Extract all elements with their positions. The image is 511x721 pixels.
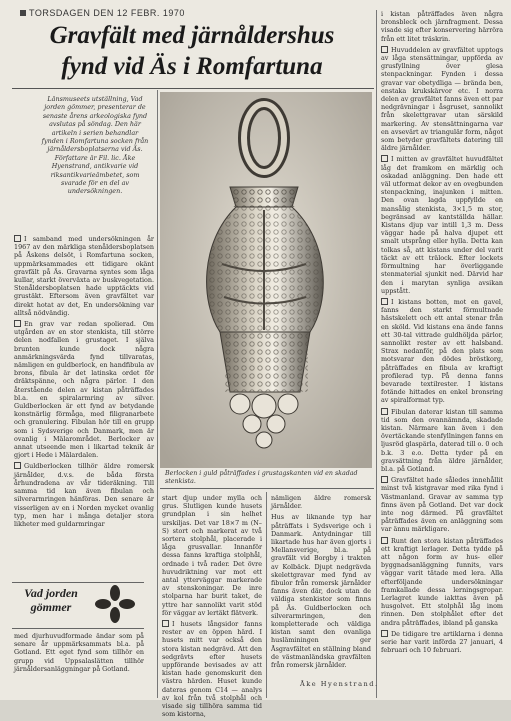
middle-right-paragraph-2: Hus av liknande typ har påträffats i Sydsverige och i Danmark. Antydningar till likartade hus har även gjorts i Mellansverige, bl.a. på gravfält vid Borgby i trakten av Kolbäck. Djupt nedgrävda skelettgravar med fynd av fibulor från romersk järnålder fanns även där, dock utan de väldiga stenkistor som finns på Äs. Guldberlocken och silverarmringen, den kompletterade och väldiga kistan samt den ovanliga husläminingen ger Åsgravfältet en ställning bland de västmanländska gravfälten från romersk järnålder. [271,513,371,670]
right-paragraph-6: Gravfältet hade således innehållit minst två kistgravar med rika fynd i Västmanland. Gravar av samma typ finns även på Gotland. Det var dock inte nog därmed. På gravfältet påträffades även en anläggning som var ännu märkligare. [381,476,503,534]
gold-pendant-image [160,92,372,468]
dateline-text: TORSDAGEN DEN 12 FEBR. 1970 [29,8,185,18]
right-footer-note: De tidigare tre artiklarna i denna serie har varit införda 27 januari, 4 februari och 10 februari. [381,629,503,655]
paragraph-marker-icon [381,476,388,483]
column-rule-2 [376,10,377,698]
right-paragraph-2: Huvuddelen av gravfältet upptogs av låga stensättningar, uppförda av grusfyllning över glesa stenpackningar. Fynden i dessa gravar var obetydliga — brända ben, enstaka krukskärvor etc. I norra delen av gravfältet fanns även ett par nedgrävningar i åsgruset, sannolikt från skelettgravar utan särskild markering. Av stensättningarna var en avsevärt av triangulär form, något som betyder gravfältets datering till äldre järnålder. [381,45,504,153]
right-paragraph-4: I kistans botten, mot en gavel, fanns den starkt förmultnade hästskelett och ett antal stenar från en sköld. Vid kistans ena ände fanns ett 30-tal vittrade guldhöljda pärlor, sannolikt rester av ett halsband. Strax nedanför, på den plats som motsvarar den dödes bröstkorg, påträffades en fibula av kraftigt profilerad typ. På denna fanns bevarade textilrester. I kistans fotände hittades en enkel bronsring av spiralformat typ. [381,297,503,405]
paragraph-marker-icon [14,235,21,242]
left-paragraph-1: I samband med undersökningen år 1967 av den märkliga stenåldersboplatsen på Åskens delsöt, i Romfartuna socken, uppmärksammades ett tidigare okänt gravfält på Äs. Gravarna syntes som låga kullar, starkt överväxta av buskvegetation. Stenåldersboplatsen hade upptäckts vid grustäkt. Eftersom även gravfältet var direkt hotat av det, En undersökning var alltså nödvändig. [14,235,154,317]
left-paragraph-2: En grav var redan spolierad. Om utgården av en stor stenkista, till större delen nodfallen i grustaget. I själva brunten kunde dock några anmärkningsvärda fynd tillvaratas, nämligen en guldberlock, en handfibula av brons, fibula är det latinska ordet för dräktspänne, och några pärlor. I den återstående delen av kistan påträffades bl.a. en spiralarmring av silver. Guldberlocken är ett fynd av betydande konstnärlig förmåga, med filigranarbete och granulering. Fibulan hör till en grupp som i Sydsverige och Danmark, men är ovanlig i Mälarområdet. Berlocker av annat utseende men i likartad teknik är gjort i Hede i Mälardalen. [14,320,154,460]
column-rule-1 [157,90,158,698]
middle-right-paragraph-1: nämligen äldre romersk järnålder. [271,494,371,511]
headline [12,20,372,82]
dateline [20,8,380,18]
pendant-photo [160,92,372,468]
paragraph-marker-icon [381,537,388,544]
author-signature: Åke Hyenstrand. [300,680,379,688]
middle-left-paragraph-2: I husets långsidor fanns rester av en öppen härd. I husets mitt var också den stora kistan nedgrävd. Att den sedgrävts efter husets uppförande bevisades av att kistan hade genomskurit den västra härden. Huset kunde dateras genom C14 — analys av kol från två stolphål och visade sig tillhöra samma tid som kistorna, [162,620,262,719]
caption-rule [160,488,374,489]
paragraph-marker-icon [14,462,21,469]
headline-line-1: Gravfält med järnåldershus [49,22,335,49]
paragraph-marker-icon [381,298,388,305]
series-heading: Vad jorden gömmer [24,586,78,614]
right-paragraph-5: Fibulan daterar kistan till samma tid som den ovannämnda, skadade kistan. Närmare kan även i den övertäckande stenfyllningen fanns en ljusröd glaspärla, daterad till o. 0 och b.k. 3 e.o. Detta tyder på en gravsättning från äldre järnålder, bl.a. på Gotland. [381,407,503,473]
paragraph-marker-icon [14,320,21,327]
column-rule-3 [266,492,267,698]
paragraph-marker-icon [381,155,388,162]
headline-rule [12,88,374,89]
headline-line-2: fynd vid Äs i Romfartuna [61,53,323,80]
photo-caption: Berlocken i guld påträffades i grustagskanten vid en skadad stenkista. [165,470,358,485]
right-column [381,10,503,657]
leaf-cross-icon [92,584,138,624]
dateline-marker [20,10,26,16]
left-paragraph-3: Guldberlocken tillhör äldre romersk järnålder, d.v.s. de båda första århundradena av vår tideräkning. Till samma tid kan även fibulan och silverarmringen hänföras. Den senare är visserligen av en i Norden mycket ovanlig typ, men har i många detaljer stora likheter med guldarmringar [14,462,154,528]
right-paragraph-7: Runt den stora kistan påträffades ett kraftigt lerlager. Detta tydde på att någon form av hus- eller byggnadsanläggning funnits, vars väggar varit tätade med lera. Alla efterföljande undersökningar framkallade dessa lerningsgropar. Lerlagret kunde iakttas även på husgolvet. Ett stolphål låg inom rinnen. Den stolphålet efter det andra påträffades, ibland på ganska [381,536,503,627]
paragraph-marker-icon [162,620,169,627]
right-paragraph-3: I mitten av gravfältet huvudfältet låg det framkom en märklig och oskadad anläggning. Den hade ett väl utformat dekor av en ovegbunden stenpackning, inajunken i mitten. Den ovan lagda uppfyllde en mansålig stenkista, 3×1,5 m stor, begränsad av kantställda hällar. Kistans djup var intill 1,3 m. Dess väggar hade på halva djupet ett smalt utsprång eller hylla. Detta kan tolkas så, att kistans under del varit täckt av ett trälock. Efter lockets förmultning har överliggande stenmaterial sjunkit ned. Därvid har den i marytan synliga avsikan uppstått. [381,155,503,295]
intro-paragraph: Länsmuseets utställning, Vad jorden gömmer, presenterar de senaste årens arkeologiska fynd avslutas på söndag. Den här artikeln i serien behandlar fynden i Romfartuna socken från järnåldersboplatserna vid Äs. Författare är Fil. lic. Åke Hyenstrand, antikvarie vid riksantikvarieämbetet, som svarade för en del av undersökningen. [41,95,149,196]
left-column [14,235,154,531]
paragraph-marker-icon [381,630,388,637]
middle-left-column [162,494,262,721]
paragraph-marker-icon [381,408,388,415]
middle-left-paragraph-1: start djup under mylla och grus. Slutligen kunde husets grundplan i sin helhet urskiljas. Det var 18×7 m (N–S) stort och markerat av två sortera stolphål, placerade i låga grusvallar. Innanför dessa fanns kraftiga stolphål, ordnade i två rader. Det övre huvudriktning var mot ett antal ytterväggar markerade av stenskoningar. De inre stolparna har burit taket, de yttre har sannolikt varit stöd för väggar av lertäkt flätverk. [162,494,262,617]
series-box-text: med djurhuvudformade ändar som på senare år uppmärksammats bl.a. på Gotland. Ett eget fynd som tillhör en grupp vid Uppsalaslätten tillhör järnåldersanläggningar på Gotland. [14,632,144,673]
paragraph-marker-icon [381,46,388,53]
middle-right-column [271,494,371,672]
right-paragraph-1: i kistan påträffades även några bronsbleck och järnfragment. Dessa visade sig efter konservering härröra från ett litet träskrin. [381,10,503,43]
